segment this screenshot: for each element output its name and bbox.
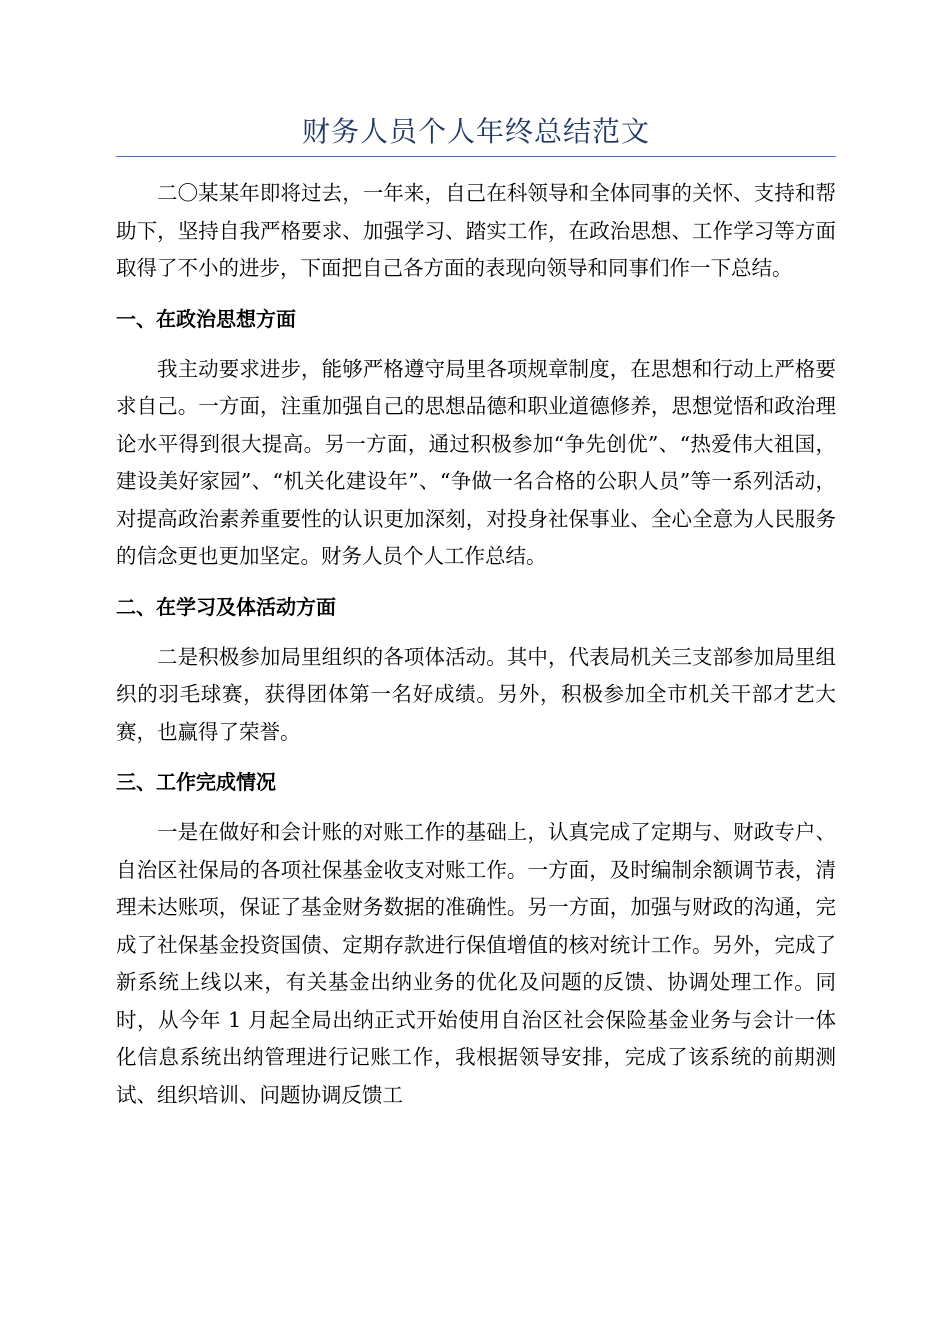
- section-body-study-activities: 二是积极参加局里组织的各项体活动。其中，代表局机关三支部参加局里组织的羽毛球赛，获得团体第一名好成绩。另外，积极参加全市机关干部才艺大赛，也赢得了荣誉。: [116, 644, 836, 744]
- section-body-political: 我主动要求进步，能够严格遵守局里各项规章制度，在思想和行动上严格要求自己。一方面，注重加强自己的思想品德和职业道德修养，思想觉悟和政治理论水平得到很大提高。另一方面，通过积极参加“争先创优”、“热爱伟大祖国，建设美好家园”、“机关化建设年”、“争做一名合格的公职人员”等一系列活动，对提高政治素养重要性的认识更加深刻，对投身社保事业、全心全意为人民服务的信念更也更加坚定。财务人员个人工作总结。: [116, 356, 836, 568]
- title-underline: [116, 156, 836, 157]
- document-title: 财务人员个人年终总结范文: [301, 115, 650, 148]
- section-body-work-completion: 一是在做好和会计账的对账工作的基础上，认真完成了定期与、财政专户、自治区社保局的各项社保基金收支对账工作。一方面，及时编制余额调节表，清理未达账项，保证了基金财务数据的准确性。另一方面，加强与财政的沟通，完成了社保基金投资国债、定期存款进行保值增值的核对统计工作。另外，完成了新系统上线以来，有关基金出纳业务的优化及问题的反馈、协调处理工作。同时，从今年 1 月起全局出纳正式开始使用自治区社会保险基金业务与会计一体化信息系统出纳管理进行记账工作，我根据领导安排，完成了该系统的前期测试、组织培训、问题协调反馈工: [116, 820, 836, 1107]
- intro-paragraph: 二〇某某年即将过去，一年来，自己在科领导和全体同事的关怀、支持和帮助下，坚持自我严格要求、加强学习、踏实工作，在政治思想、工作学习等方面取得了不小的进步，下面把自己各方面的表现向领导和同事们作一下总结。: [116, 181, 836, 280]
- section-heading-study-activities: 二、在学习及体活动方面: [116, 594, 336, 619]
- document-page: [116, 108, 836, 1114]
- section-heading-political: 一、在政治思想方面: [116, 306, 296, 331]
- section-heading-work-completion: 三、工作完成情况: [116, 770, 276, 794]
